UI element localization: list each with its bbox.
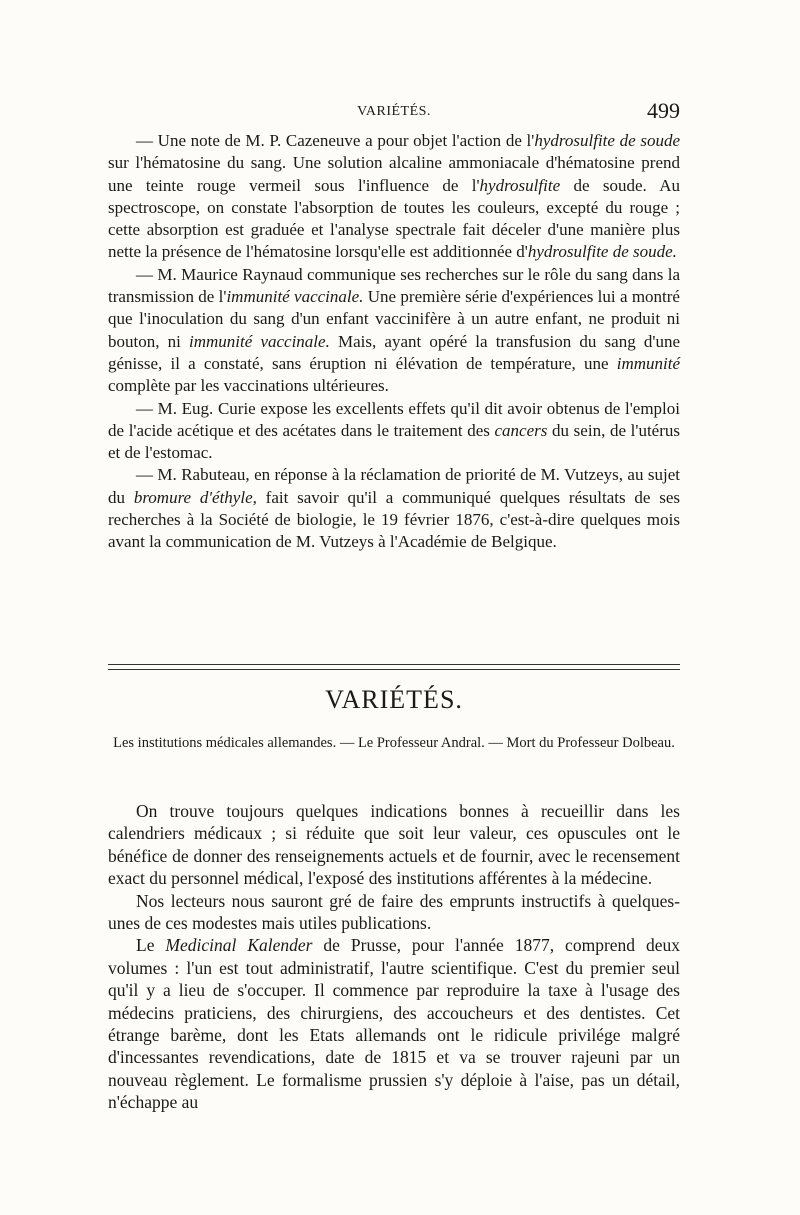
italic-text: Medicinal Kalender [165, 935, 313, 956]
page-header [108, 98, 680, 126]
article-body [108, 800, 680, 1114]
text-run: de Prusse, pour l'année 1877, comprend deux volumes : l'un est tout administratif, l'autre scientifique. C'est du premier seul qu'il y a lieu de s'occuper. Il commence par reproduire la taxe à l'usage des médecins praticiens, des chirurgiens, des accoucheurs et des dentistes. Cet étrange barème, dont les Etats allemands ont le ridicule privilége malgré d'incessantes revendications, date de 1815 et va se trouver rajeuni par un nouveau règlement. Le formalisme prussien s'y déploie à l'aise, pas un détail, n'échappe au [108, 935, 681, 1113]
note-paragraph [108, 464, 680, 553]
note-paragraph [108, 264, 680, 398]
body-paragraph [108, 800, 680, 890]
section-divider [108, 669, 680, 670]
text-run: complète par les vaccinations ultérieures. [108, 376, 389, 396]
italic-text: immunité vaccinale. [189, 331, 330, 351]
italic-text: cancers [494, 420, 548, 440]
text-run: Mais, ayant opéré la transfusion du sang d'une génisse, il a constaté, sans éruption ni élévation de température, une [108, 331, 680, 373]
body-paragraph [108, 890, 680, 935]
text-run: Une première série d'expériences lui a montré que l'inoculation du sang d'un enfant vaccinifère à un autre enfant, ne produit ni bouton, ni [108, 287, 680, 351]
italic-text: hydrosulfite de soude. [527, 242, 677, 262]
text-run: — M. Rabuteau, en réponse à la réclamation de priorité de M. Vutzeys, au sujet du [108, 465, 680, 507]
note-paragraph [108, 130, 680, 264]
italic-text: bromure d'éthyle, [133, 487, 257, 507]
academy-notes [108, 130, 680, 554]
text-run: On trouve toujours quelques indications bonnes à recueillir dans les calendriers médicaux ; si réduite que soit leur valeur, ces opuscules ont le bénéfice de donner des renseignements actuels et de fournir, avec le recensement exact du personnel médical, l'exposé des institutions afférentes à la médecine. [108, 801, 680, 889]
note-paragraph [108, 398, 680, 465]
section-title: VARIÉTÉS. [325, 685, 463, 714]
text-run: Nos lecteurs nous sauront gré de faire des emprunts instructifs à quelques-unes de ces modestes mais utiles publications. [108, 890, 680, 934]
page-number: 499 [647, 98, 680, 123]
running-title: VARIÉTÉS. [357, 104, 431, 119]
text-run: sur l'hématosine du sang. Une solution alcaline ammoniacale d'hématosine prend une teinte rouge vermeil sous l'influence de l' [108, 153, 680, 195]
text-run: Le [136, 935, 166, 956]
italic-text: immunité vaccinale. [226, 287, 364, 307]
text-run: — M. Eug. Curie expose les excellents effets qu'il dit avoir obtenus de l'emploi de l'acide acétique et des acétates dans le traitement des [108, 398, 680, 440]
italic-text: hydrosulfite [479, 175, 561, 195]
text-run: de soude. Au spectroscope, on constate l'absorption de toutes les couleurs, excepté du rouge ; cette absorption est graduée et l'analyse spectrale fait déceler d'une manière plus nette la présence de l'hématosine lorsqu'elle est additionnée d' [108, 175, 680, 262]
italic-text: hydrosulfite de soude [534, 131, 681, 150]
body-paragraph [108, 934, 680, 1113]
text-run: du sein, de l'utérus et de l'estomac. [108, 420, 680, 463]
text-run: — Une note de M. P. Cazeneuve a pour objet l'action de l' [136, 131, 535, 150]
text-run: fait savoir qu'il a communiqué quelques résultats de ses recherches à la Société de biologie, le 19 février 1876, c'est-à-dire quelques mois avant la communication de M. Vutzeys à l'Académie de Belgique. [108, 487, 681, 552]
italic-text: immunité [616, 353, 680, 373]
section-summary: Les institutions médicales allemandes. — Le Professeur Andral. — Mort du Professeur Dolbeau. [113, 735, 675, 751]
text-run: — M. Maurice Raynaud communique ses recherches sur le rôle du sang dans la transmission de l' [108, 264, 680, 307]
section-divider [108, 664, 680, 665]
